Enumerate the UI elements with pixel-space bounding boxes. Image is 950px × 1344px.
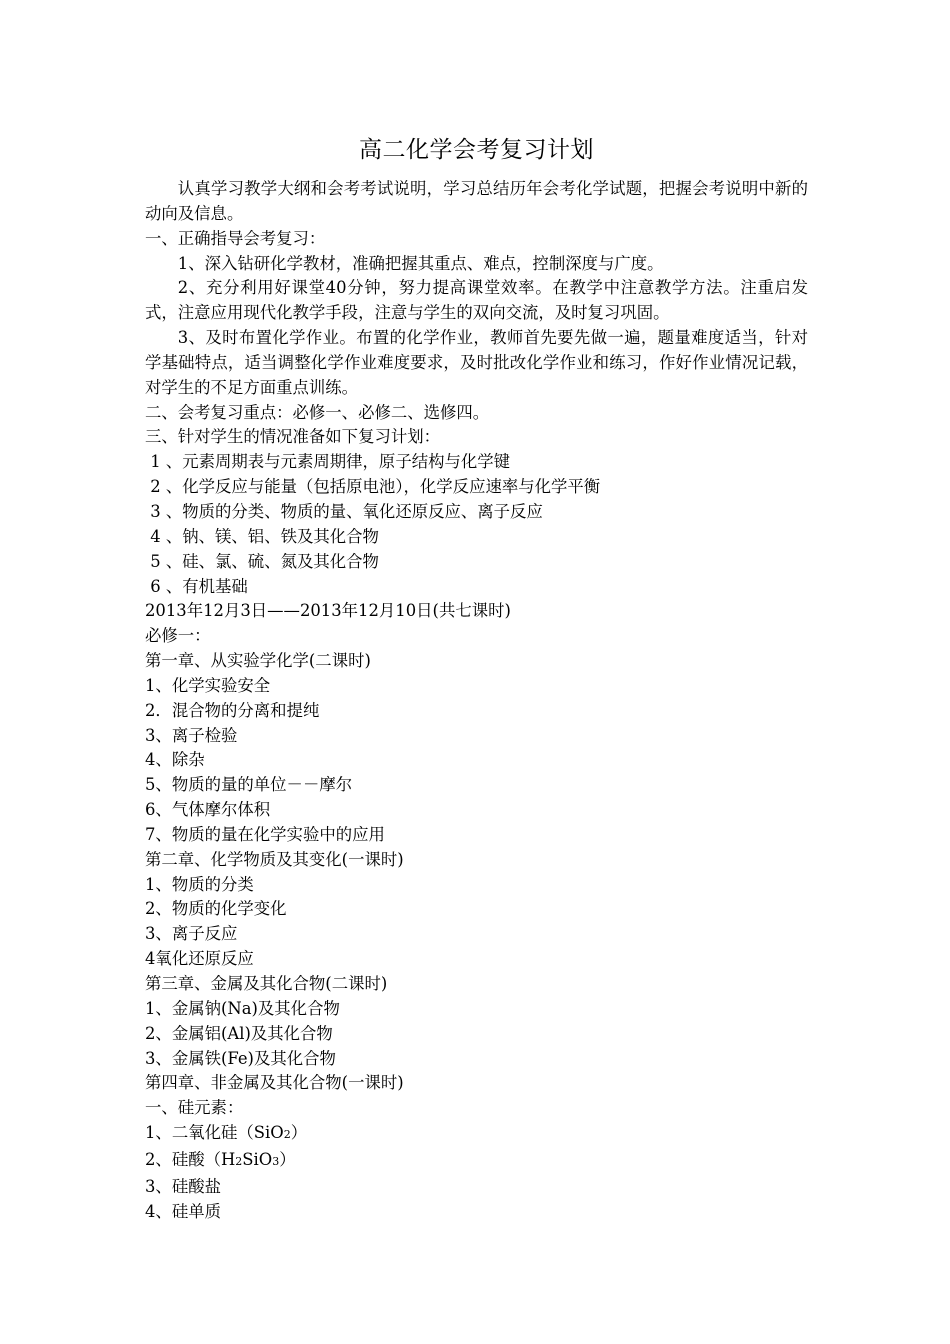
chapter2-heading: 第二章、化学物质及其变化(一课时) bbox=[145, 849, 404, 869]
chapter1-item: 1、化学实验安全 bbox=[145, 675, 271, 695]
silicon-item-2-mid: SiO bbox=[242, 1149, 273, 1169]
chapter1-item: 6、气体摩尔体积 bbox=[145, 800, 271, 820]
silicon-item-2-subscript-1: 2 bbox=[235, 1154, 243, 1168]
intro-paragraph: 认真学习教学大纲和会考考试说明，学习总结历年会考化学试题，把握会考说明中新的动向及信息。 bbox=[145, 179, 808, 223]
chapter3-item: 1、金属钠(Na)及其化合物 bbox=[145, 998, 340, 1018]
silicon-heading: 一、硅元素： bbox=[145, 1098, 244, 1118]
chapter1-item: 4、除杂 bbox=[145, 750, 205, 770]
plan-item: 1 、元素周期表与元素周期律，原子结构与化学键 bbox=[145, 452, 511, 472]
chapter1-item: 7、物质的量在化学实验中的应用 bbox=[145, 824, 385, 844]
section1-item-2: 2、充分利用好课堂40分钟，努力提高课堂效率。在教学中注意教学方法。注重启发式，注意应用现代化教学手段，注意与学生的双向交流，及时复习巩固。 bbox=[145, 278, 808, 323]
plan-item: 3 、物质的分类、物质的量、氧化还原反应、离子反应 bbox=[145, 501, 543, 521]
silicon-item-1-close: ） bbox=[290, 1123, 308, 1143]
chapter2-item: 3、离子反应 bbox=[145, 924, 238, 944]
chapter2-item: 1、物质的分类 bbox=[145, 874, 254, 894]
chapter3-item: 2、金属铝(Al)及其化合物 bbox=[145, 1023, 333, 1043]
silicon-item-2 bbox=[145, 1148, 808, 1175]
chapter2-item: 4氧化还原反应 bbox=[145, 949, 254, 969]
chapter1-heading: 第一章、从实验学化学(二课时) bbox=[145, 651, 371, 671]
section2-heading: 二、会考复习重点：必修一、必修二、选修四。 bbox=[145, 402, 490, 422]
silicon-item-4: 4、硅单质 bbox=[145, 1201, 221, 1221]
silicon-item-1-subscript: 2 bbox=[283, 1128, 291, 1142]
chapter2-item: 2、物质的化学变化 bbox=[145, 899, 287, 919]
chapter1-item: 2．混合物的分离和提纯 bbox=[145, 700, 320, 720]
silicon-item-1-text: 1、二氧化硅（SiO bbox=[145, 1123, 284, 1143]
section1-heading: 一、正确指导会考复习： bbox=[145, 228, 326, 248]
date-range: 2013年12月3日——2013年12月10日(共七课时) bbox=[145, 601, 511, 621]
chapter4-heading: 第四章、非金属及其化合物(一课时) bbox=[145, 1073, 404, 1093]
document-title: 高二化学会考复习计划 bbox=[359, 137, 594, 163]
plan-item: 4 、钠、镁、铝、铁及其化合物 bbox=[145, 526, 379, 546]
silicon-item-2-close: ） bbox=[279, 1149, 296, 1169]
chapter1-item: 3、离子检验 bbox=[145, 725, 238, 745]
section3-heading: 三、针对学生的情况准备如下复习计划： bbox=[145, 427, 441, 447]
chapter3-heading: 第三章、金属及其化合物(二课时) bbox=[145, 974, 388, 993]
plan-item: 5 、硅、氯、硫、氮及其化合物 bbox=[145, 551, 379, 571]
compulsory-one-label: 必修一： bbox=[145, 626, 211, 646]
silicon-item-2-text: 2、硅酸（H bbox=[145, 1149, 236, 1169]
document-page bbox=[145, 135, 808, 1224]
silicon-item-2-subscript-2: 3 bbox=[272, 1154, 280, 1168]
section1-item-3: 3、及时布置化学作业。布置的化学作业，教师首先要先做一遍，题量难度适当，针对学基础特点，适当调整化学作业难度要求，及时批改化学作业和练习，作好作业情况记载，对学生的不足方面重点训练。 bbox=[145, 328, 808, 397]
chapter1-item: 5、物质的量的单位－－摩尔 bbox=[145, 775, 353, 795]
silicon-item-1 bbox=[145, 1121, 808, 1148]
section1-item-1: 1、深入钻研化学教材，准确把握其重点、难点，控制深度与广度。 bbox=[177, 253, 664, 273]
silicon-item-3: 3、硅酸盐 bbox=[145, 1176, 221, 1196]
plan-item: 6 、有机基础 bbox=[145, 576, 248, 596]
plan-item: 2 、化学反应与能量（包括原电池），化学反应速率与化学平衡 bbox=[145, 477, 601, 497]
chapter3-item: 3、金属铁(Fe)及其化合物 bbox=[145, 1048, 336, 1068]
